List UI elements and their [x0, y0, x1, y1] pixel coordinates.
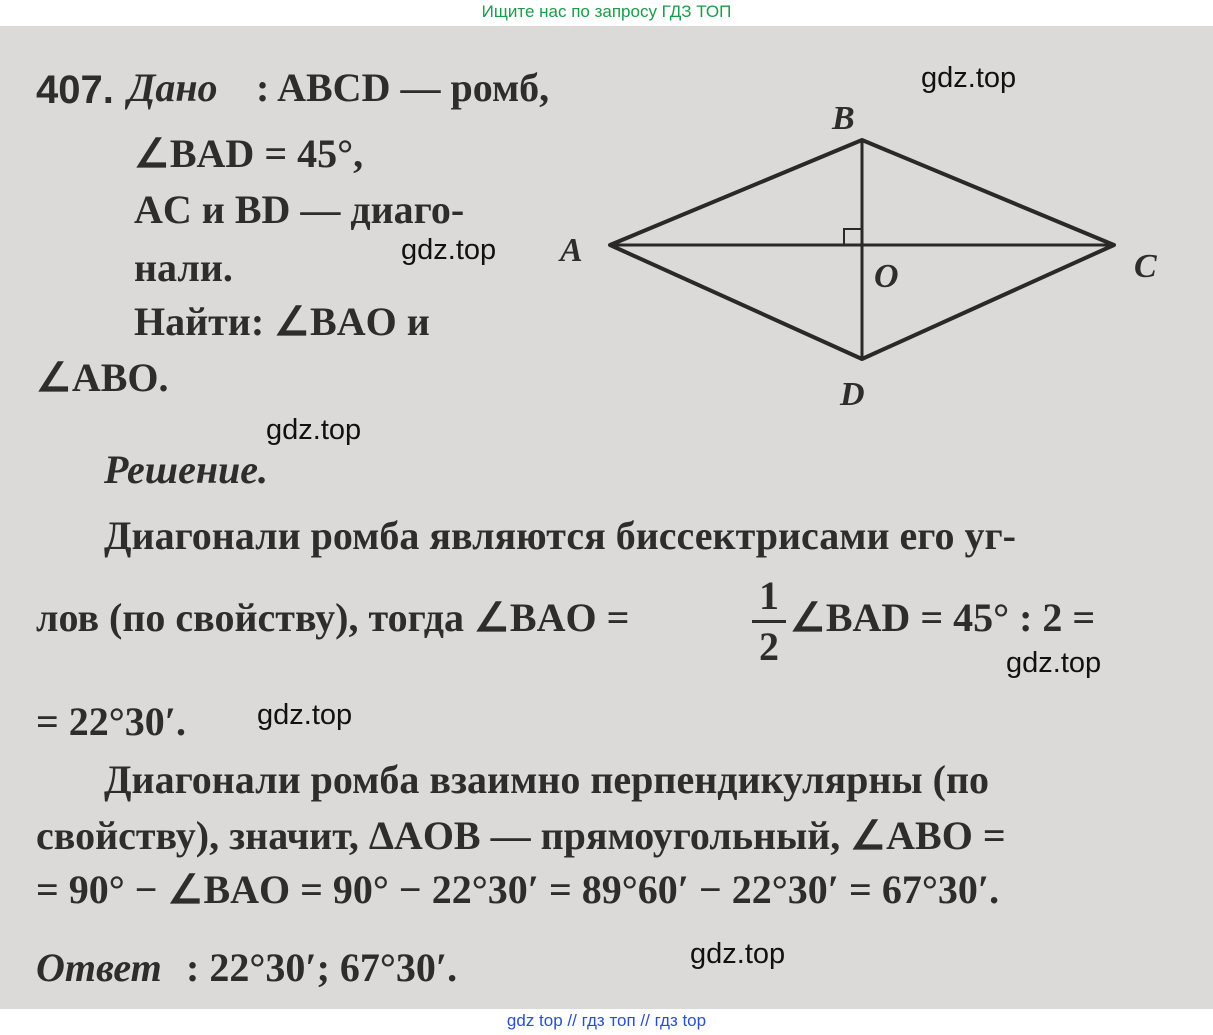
answer-label: Ответ — [36, 945, 162, 990]
watermark: gdz.top — [266, 414, 362, 446]
watermark: gdz.top — [257, 699, 353, 731]
solution-p1-line3: = 22°30′. — [36, 699, 187, 744]
watermark: gdz.top — [401, 234, 497, 266]
fraction-denominator: 2 — [759, 624, 779, 669]
given-line-4: нали. — [134, 245, 233, 290]
watermark: gdz.top — [921, 62, 1017, 94]
find-line-1: Найти: ∠BAO и — [134, 299, 430, 344]
right-angle-mark — [844, 229, 862, 245]
rhombus-figure — [550, 101, 1170, 421]
given-label: Дано — [128, 65, 218, 110]
label-a: A — [560, 232, 583, 269]
top-banner[interactable]: Ищите нас по запросу ГДЗ ТОП — [481, 2, 732, 21]
given-line-3: AC и BD — диаго- — [134, 187, 465, 232]
solution-p1-line2b: ∠BAD = 45° : 2 = — [790, 595, 1096, 640]
bottom-banner[interactable]: gdz top // гдз топ // гдз top — [506, 1011, 707, 1030]
given-line-1: : ABCD — ромб, — [256, 65, 550, 110]
problem-number: 407. — [36, 68, 114, 112]
solution-p2-line1: Диагонали ромба взаимно перпендикулярны (по — [104, 757, 989, 802]
solution-heading: Решение. — [104, 447, 269, 492]
answer-value: : 22°30′; 67°30′. — [186, 945, 458, 990]
find-line-2: ∠ABO. — [36, 355, 169, 400]
solution-p1-line2a: лов (по свойству), тогда ∠BAO = — [36, 595, 630, 640]
fraction-numerator: 1 — [759, 573, 779, 618]
label-c: C — [1134, 248, 1157, 285]
watermark: gdz.top — [1006, 647, 1102, 679]
given-line-2: ∠BAD = 45°, — [134, 131, 364, 176]
textbook-page — [0, 26, 1213, 1009]
label-b: B — [832, 101, 855, 137]
fraction-one-half — [752, 573, 786, 669]
solution-p2-line2: свойству), значит, ΔAOB — прямоугольный, ∠ABO = — [36, 813, 1006, 858]
label-d: D — [840, 376, 865, 413]
solution-p1-line1: Диагонали ромба являются биссектрисами его уг- — [104, 513, 1016, 558]
watermark: gdz.top — [690, 938, 786, 970]
fraction-bar — [752, 620, 786, 623]
solution-p2-line3: = 90° − ∠BAO = 90° − 22°30′ = 89°60′ − 22°30′ = 67°30′. — [36, 867, 1000, 912]
label-o: O — [874, 258, 899, 295]
